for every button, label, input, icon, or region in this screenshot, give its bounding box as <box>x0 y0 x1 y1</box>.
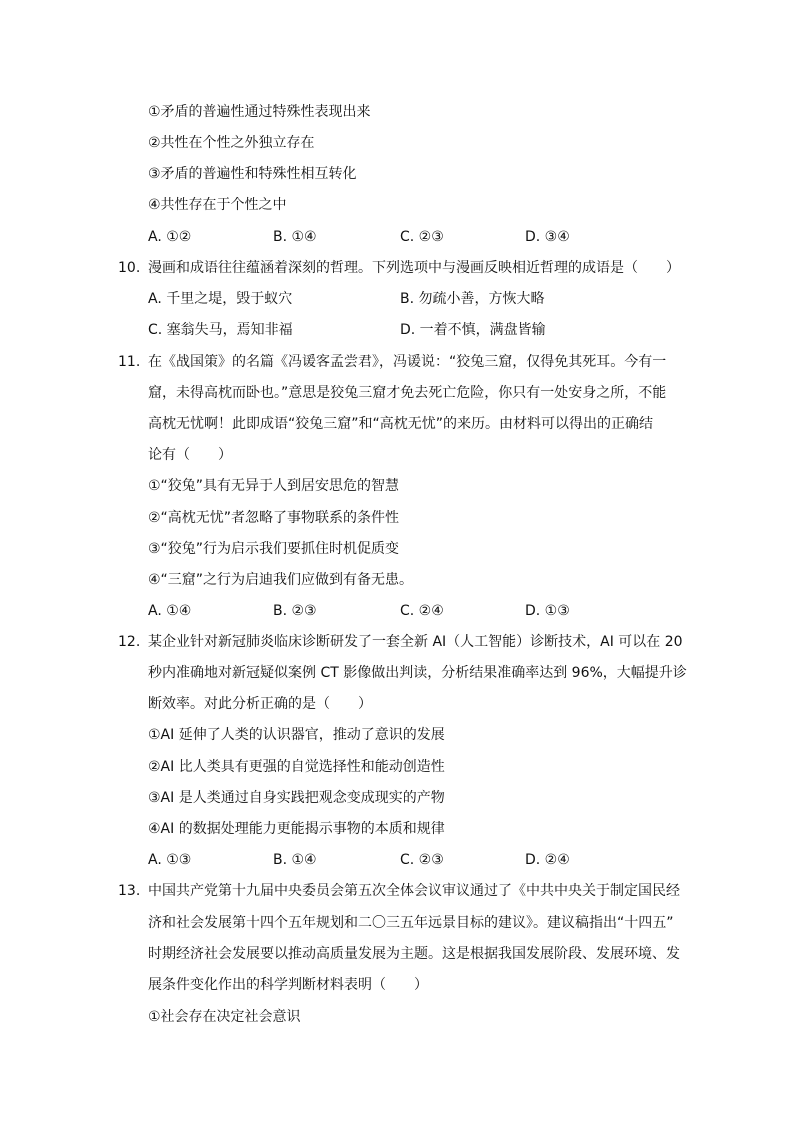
q12-option-c: C. ②③ <box>400 852 444 868</box>
q11-option-d: D. ①③ <box>525 603 570 619</box>
q10-number: 10. <box>118 260 141 276</box>
q10-stem: 漫画和成语往往蕴涵着深刻的哲理。下列选项中与漫画反映相近哲理的成语是（ ） <box>148 260 680 276</box>
q9-option-a: A. ①② <box>148 229 192 245</box>
q11-stem-line-3: 高枕无忧啊！此即成语“狡兔三窟”和“高枕无忧”的来历。由材料可以得出的正确结 <box>148 416 654 432</box>
q12-option-a: A. ①③ <box>148 852 192 868</box>
q10-option-a: A. 千里之堤，毁于蚁穴 <box>148 291 293 307</box>
q13-stem-line-2: 济和社会发展第十四个五年规划和二〇三五年远景目标的建议》。建议稿指出“十四五” <box>148 915 674 931</box>
q11-stem-line-2: 窟，未得高枕而卧也。”意思是狡兔三窟才免去死亡危险，你只有一处安身之所，不能 <box>148 385 667 401</box>
q12-stem-line-1: 某企业针对新冠肺炎临床诊断研发了一套全新 AI（人工智能）诊断技术，AI 可以在 20 <box>148 634 683 650</box>
q13-statement-1: ①社会存在决定社会意识 <box>148 1009 301 1025</box>
q11-option-b: B. ②③ <box>273 603 317 619</box>
q9-option-c: C. ②③ <box>400 229 444 245</box>
q10-option-c: C. 塞翁失马，焉知非福 <box>148 322 293 338</box>
q12-statement-4: ④AI 的数据处理能力更能揭示事物的本质和规律 <box>148 821 445 837</box>
q11-option-a: A. ①④ <box>148 603 192 619</box>
q12-number: 12. <box>118 634 141 650</box>
q11-statement-2: ②“高枕无忧”者忽略了事物联系的条件性 <box>148 510 400 526</box>
q11-statement-3: ③“狡兔”行为启示我们要抓住时机促质变 <box>148 541 400 557</box>
q9-option-d: D. ③④ <box>525 229 570 245</box>
q9-statement-1: ①矛盾的普遍性通过特殊性表现出来 <box>148 104 371 120</box>
q12-option-d: D. ②④ <box>525 852 570 868</box>
q9-option-b: B. ①④ <box>273 229 317 245</box>
q12-stem-line-2: 秒内准确地对新冠疑似案例 CT 影像做出判读，分析结果准确率达到 96%，大幅提升诊 <box>148 665 687 681</box>
q13-stem-line-4: 展条件变化作出的科学判断材料表明（ ） <box>148 977 428 993</box>
q11-statement-4: ④“三窟”之行为启迪我们应做到有备无患。 <box>148 572 414 588</box>
q9-statement-3: ③矛盾的普遍性和特殊性相互转化 <box>148 166 357 182</box>
q11-option-c: C. ②④ <box>400 603 444 619</box>
q9-statement-4: ④共性存在于个性之中 <box>148 197 287 213</box>
q12-option-b: B. ①④ <box>273 852 317 868</box>
q12-statement-1: ①AI 延伸了人类的认识器官，推动了意识的发展 <box>148 727 445 743</box>
q12-statement-3: ③AI 是人类通过自身实践把观念变成现实的产物 <box>148 790 445 806</box>
q12-statement-2: ②AI 比人类具有更强的自觉选择性和能动创造性 <box>148 759 445 775</box>
q12-stem-line-3: 断效率。对此分析正确的是（ ） <box>148 696 372 712</box>
q9-statement-2: ②共性在个性之外独立存在 <box>148 135 315 151</box>
q11-stem-line-1: 在《战国策》的名篇《冯谖客孟尝君》，冯谖说：“狡兔三窟，仅得免其死耳。今有一 <box>148 354 667 370</box>
q11-stem-line-4: 论有（ ） <box>148 447 232 463</box>
q10-option-d: D. 一着不慎，满盘皆输 <box>400 322 546 338</box>
q10-option-b: B. 勿疏小善，方恢大略 <box>400 291 545 307</box>
q11-statement-1: ①“狡兔”具有无异于人到居安思危的智慧 <box>148 478 400 494</box>
q13-stem-line-1: 中国共产党第十九届中央委员会第五次全体会议审议通过了《中共中央关于制定国民经 <box>148 883 680 899</box>
q13-number: 13. <box>118 883 141 899</box>
q11-number: 11. <box>118 354 141 370</box>
q13-stem-line-3: 时期经济社会发展要以推动高质量发展为主题。这是根据我国发展阶段、发展环境、发 <box>148 946 680 962</box>
